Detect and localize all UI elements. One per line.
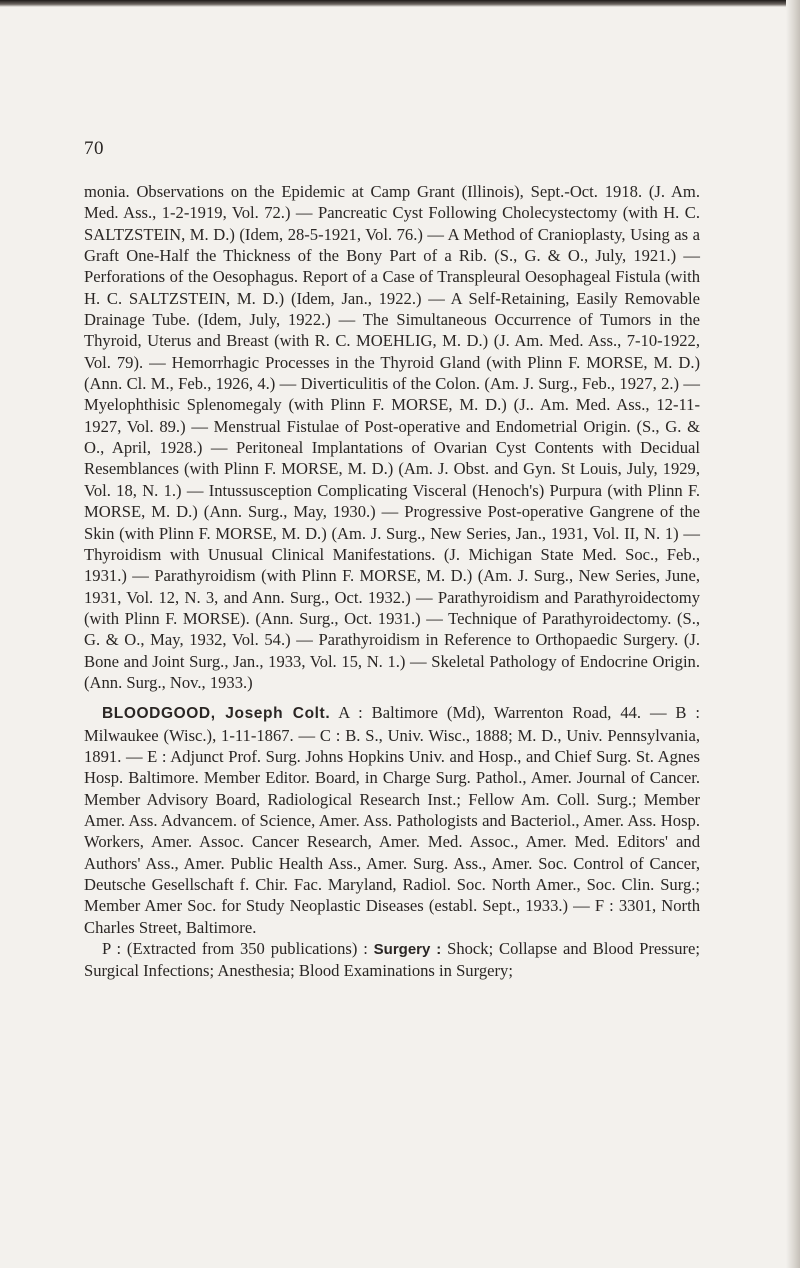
continuation-paragraph: monia. Observations on the Epidemic at Camp Grant (Illinois), Sept.-Oct. 1918. (J. Am. Med. Ass., 1-2-1919, Vol. 72.) — Pancreatic Cyst Following Cholecystectomy (with H. C. SALTZSTEIN, M. D.) (Idem, 28-5-1921, Vol. 76.) — A Method of Cranioplasty, Using as a Graft One-Half the Thickness of the Bony Part of a Rib. (S., G. & O., July, 1921.) — Perforations of the Oesophagus. Report of a Case of Transpleural Oesophageal Fistula (with H. C. SALTZSTEIN, M. D.) (Idem, Jan., 1922.) — A Self-Retaining, Easily Removable Drainage Tube. (Idem, July, 1922.) — The Simultaneous Occurrence of Tumors in the Thyroid, Uterus and Breast (with R. C. MOEHLIG, M. D.) (J. Am. Med. Ass., 7-10-1922, Vol. 79). — Hemorrhagic Processes in the Thyroid Gland (with Plinn F. MORSE, M. D.) (Ann. Cl. M., Feb., 1926, 4.) — Diverticulitis of the Colon. (Am. J. Surg., Feb., 1927, 2.) — Myelophthisic Splenomegaly (with Plinn F. MORSE, M. D.) (J.. Am. Med. Ass., 12-11-1927, Vol. 89.) — Menstrual Fistulae of Post-operative and Endometrial Origin. (S., G. & O., April, 1928.) — Peritoneal Implantations of Ovarian Cyst Contents with Decidual Resemblances (with Plinn F. MORSE, M. D.) (Am. J. Obst. and Gyn. St Louis, July, 1929, Vol. 18, N. 1.) — Intussusception Complicating Visceral (Henoch's) Purpura (with Plinn F. MORSE, M. D.) (Ann. Surg., May, 1930.) — Progressive Post-operative Gangrene of the Skin (with Plinn F. MORSE, M. D.) (Am. J. Surg., New Series, Jan., 1931, Vol. II, N. 1) — Thyroidism with Unusual Clinical Manifestations. (J. Michigan State Med. Soc., Feb., 1931.) — Parathyroidism (with Plinn F. MORSE, M. D.) (Am. J. Surg., New Series, June, 1931, Vol. 12, N. 3, and Ann. Surg., Oct. 1932.) — Parathyroidism and Parathyroidectomy (with Plinn F. MORSE). (Ann. Surg., Oct. 1931.) — Technique of Parathyroidectomy. (S., G. & O., May, 1932, Vol. 54.) — Parathyroidism in Reference to Orthopaedic Surgery. (J. Bone and Joint Surg., Jan., 1933, Vol. 15, N. 1.) — Skeletal Pathology of Endocrine Origin. (Ann. Surg., Nov., 1933.)	[84, 182, 700, 692]
entry-body: A : Baltimore (Md), Warrenton Road, 44. — B : Milwaukee (Wisc.), 1-11-1867. — C : B. S., Univ. Wisc., 1888; M. D., Univ. Pennsylvania, 1891. — E : Adjunct Prof. Surg. Johns Hopkins Univ. and Hosp., and Chief Surg. St. Agnes Hosp. Baltimore. Member Editor. Board, in Charge Surg. Pathol., Amer. Journal of Cancer. Member Advisory Board, Radiological Research Inst.; Fellow Am. Coll. Surg.; Member Amer. Ass. Advancem. of Science, Amer. Ass. Pathologists and Bacteriol., Amer. Ass. Hosp. Workers, Amer. Assoc. Cancer Research, Amer. Med. Assoc., Amer. Med. Editors' and Authors' Ass., Amer. Public Health Ass., Amer. Surg. Ass., Amer. Soc. Control of Cancer, Deutsche Gesellschaft f. Chir. Fac. Maryland, Radiol. Soc. North Amer., Soc. Clin. Surg.; Member Amer Soc. for Study Neoplastic Diseases (establ. Sept., 1933.) — F : 3301, North Charles Street, Baltimore.	[84, 703, 700, 937]
publications-text: Shock; Collapse and Blood Pressure; Surgical Infections; Anesthesia; Blood Examinations in Surgery;	[84, 939, 701, 981]
publications-paragraph	[84, 938, 700, 982]
page-number: 70	[84, 138, 104, 159]
page-top-edge	[0, 0, 800, 7]
publications-heading: Surgery :	[373, 941, 442, 959]
page-right-edge	[786, 0, 800, 1268]
publications-intro: P : (Extracted from 350 publications) :	[102, 939, 368, 959]
body-text	[84, 181, 700, 982]
biography-entry	[84, 702, 700, 938]
entry-name: BLOODGOOD, Joseph Colt.	[102, 705, 331, 723]
